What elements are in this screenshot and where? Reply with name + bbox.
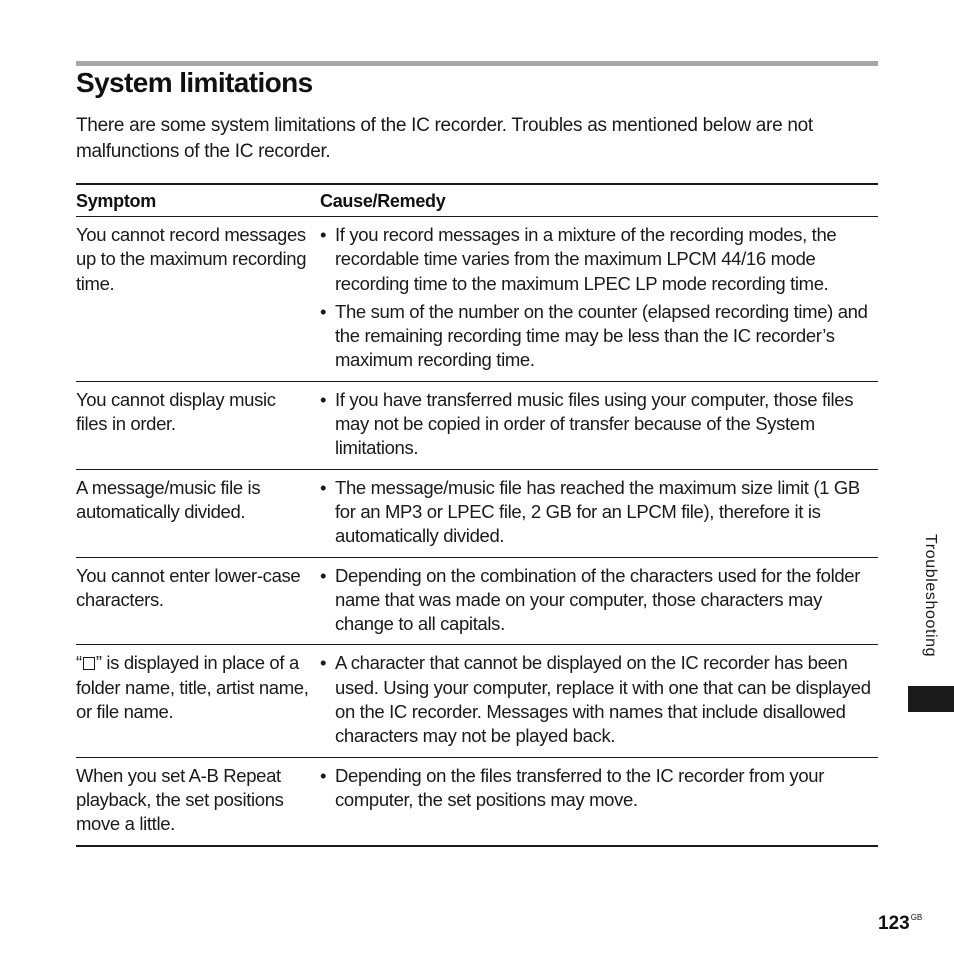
cause-cell <box>320 757 878 845</box>
open-quote: “ <box>76 652 82 674</box>
system-limitations-table <box>76 183 878 847</box>
cause-list <box>320 388 878 461</box>
cause-item: • Depending on the files transferred to the IC recorder from your computer, the set positions may move. <box>320 764 878 813</box>
intro-paragraph: There are some system limitations of the IC recorder. Troubles as mentioned below are not malfunctions of the IC recorder. <box>76 115 813 162</box>
table-row <box>76 469 878 557</box>
symptom-cell: You cannot record messages up to the maximum recording time. <box>76 217 320 382</box>
cause-cell <box>320 557 878 645</box>
empty-box-icon <box>83 657 95 670</box>
cause-cell <box>320 381 878 469</box>
symptom-cell: A message/music file is automatically divided. <box>76 469 320 557</box>
page-number <box>878 906 922 936</box>
cause-item: • If you record messages in a mixture of the recording modes, the recordable time varies from the maximum LPCM 44/16 mode recording time to the maximum LPEC LP mode recording time. <box>320 223 878 296</box>
symptom-cell: You cannot enter lower-case characters. <box>76 557 320 645</box>
cause-item: • If you have transferred music files using your computer, those files may not be copied in order of transfer because of the System limitations. <box>320 388 878 461</box>
symptom-cell: When you set A-B Repeat playback, the set positions move a little. <box>76 764 284 835</box>
cause-list <box>320 476 878 549</box>
symptom-header: Symptom <box>76 184 320 217</box>
cause-cell <box>320 469 878 557</box>
cause-list <box>320 223 878 373</box>
cause-item: • The sum of the number on the counter (elapsed recording time) and the remaining recording time may be less than the IC recorder’s maximum recording time. <box>320 300 878 373</box>
table-row <box>76 381 878 469</box>
page-title: System limitations <box>76 67 313 98</box>
symptom-cell <box>76 645 320 757</box>
table-header-row <box>76 184 878 217</box>
cause-item: • A character that cannot be displayed on the IC recorder has been used. Using your computer, replace it with one that can be displayed on the IC recorder. Messages with names that include disallowed characters may not be played back. <box>320 651 878 748</box>
cause-remedy-header: Cause/Remedy <box>320 184 878 217</box>
cause-cell <box>320 217 878 382</box>
table-row <box>76 757 878 845</box>
cause-item: • Depending on the combination of the characters used for the folder name that was made on your computer, those characters may change to all capitals. <box>320 564 878 637</box>
cause-list <box>320 564 878 637</box>
page-number-suffix: GB <box>910 913 923 922</box>
section-side-label: Troubleshooting <box>922 534 939 658</box>
cause-cell <box>320 645 878 757</box>
symptom-text: ” is displayed in place of a folder name, title, artist name, or file name. <box>76 652 309 723</box>
cause-list <box>320 764 878 813</box>
cause-item: • The message/music file has reached the maximum size limit (1 GB for an MP3 or LPEC file, 2 GB for an LPCM file), therefore it is automatically divided. <box>320 476 878 549</box>
page-number-value: 123 <box>878 913 910 934</box>
cause-list <box>320 651 878 748</box>
section-thumb-tab <box>908 686 954 712</box>
symptom-cell: You cannot display music files in order. <box>76 381 320 469</box>
table-row <box>76 645 878 757</box>
table-row <box>76 217 878 382</box>
table-row <box>76 557 878 645</box>
